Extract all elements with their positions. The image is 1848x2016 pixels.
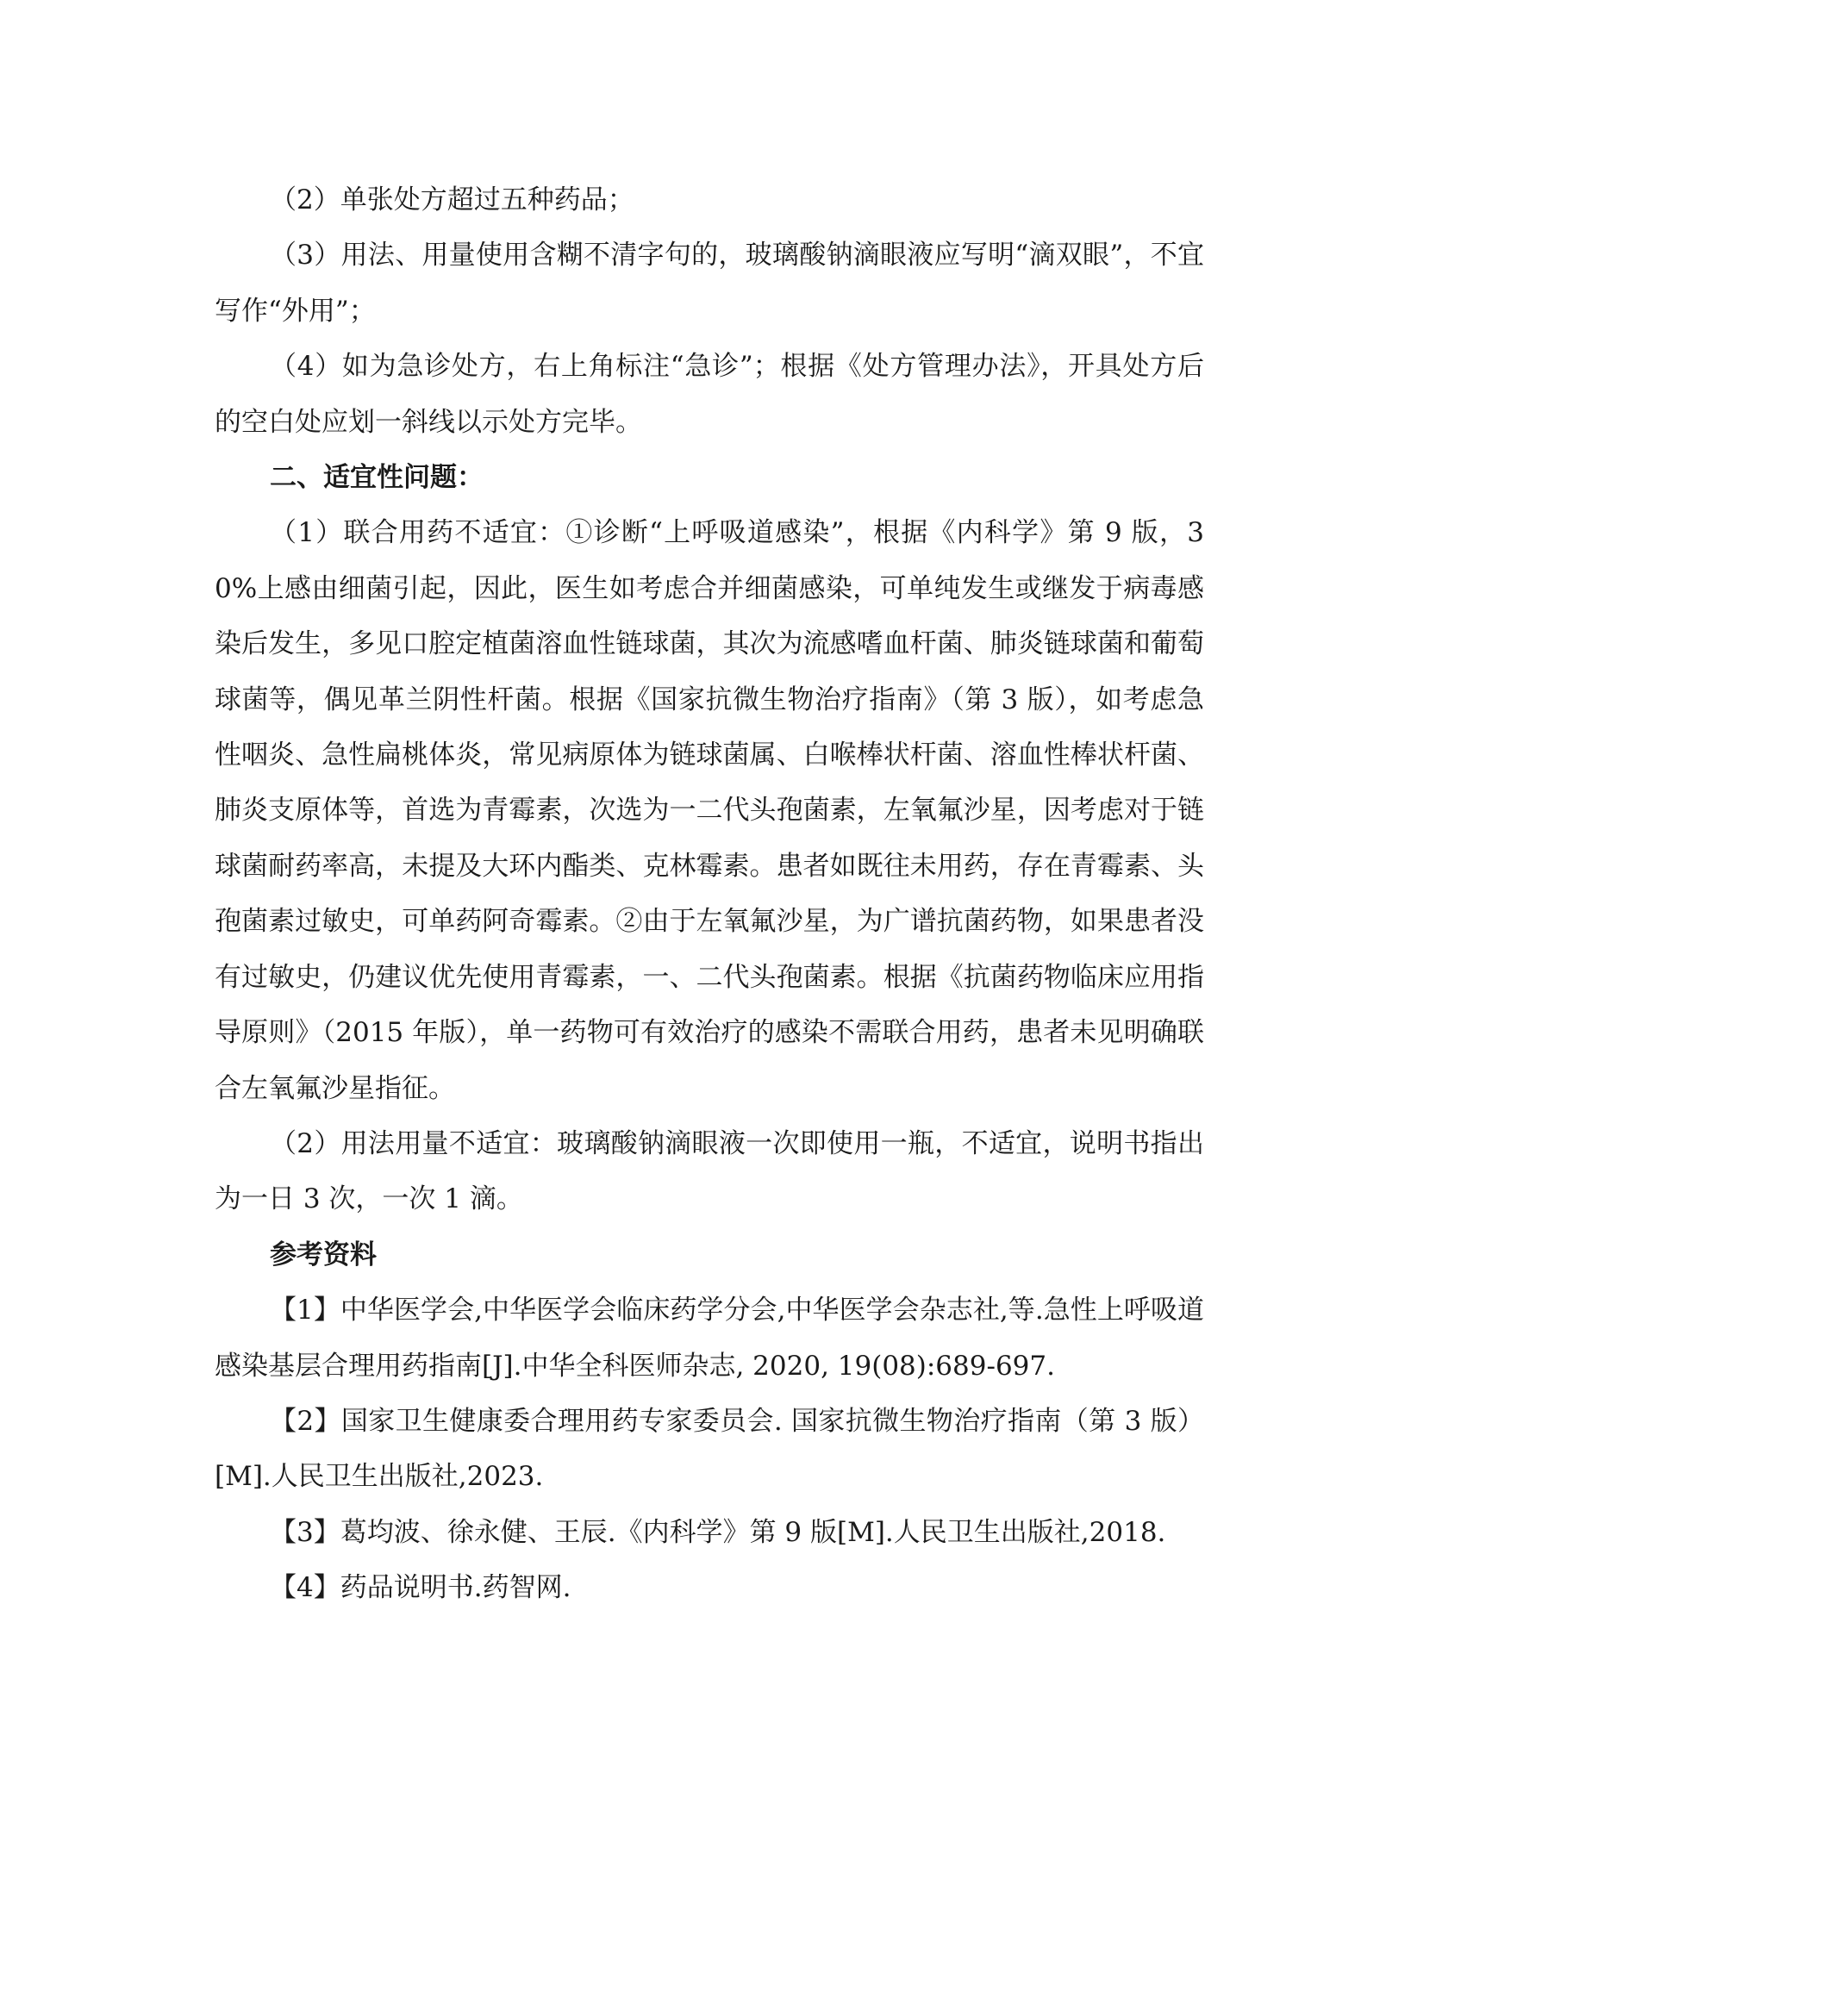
reference-4: 【4】药品说明书.药智网. [270,1572,571,1604]
reference-2: 【2】国家卫生健康委合理用药专家委员会. 国家抗微生物治疗指南（第 3 版）[M].人民卫生出版社,2023. [215,1405,1204,1493]
document-page [215,172,1204,1616]
item-2: （2）单张处方超过五种药品； [270,184,634,215]
reference-1: 【1】中华医学会,中华医学会临床药学分会,中华医学会杂志社,等.急性上呼吸道感染基层合理用药指南[J].中华全科医师杂志, 2020, 19(08):689-697. [215,1295,1204,1382]
item-3: （3）用法、用量使用含糊不清字句的，玻璃酸钠滴眼液应写明“滴双眼”，不宜写作“外用”； [215,240,1204,327]
reference-3: 【3】葛均波、徐永健、王辰.《内科学》第 9 版[M].人民卫生出版社,2018. [270,1516,1166,1548]
suitability-paragraph-1: （1）联合用药不适宜：①诊断“上呼吸道感染”，根据《内科学》第 9 版，30%上感由细菌引起，因此，医生如考虑合并细菌感染，可单纯发生或继发于病毒感染后发生，多见口腔定植菌溶血性链球菌，其次为流感嗜血杆菌、肺炎链球菌和葡萄球菌等，偶见革兰阴性杆菌。根据《国家抗微生物治疗指南》（第 3 版），如考虑急性咽炎、急性扁桃体炎，常见病原体为链球菌属、白喉棒状杆菌、溶血性棒状杆菌、肺炎支原体等，首选为青霉素，次选为一二代头孢菌素，左氧氟沙星，因考虑对于链球菌耐药率高，未提及大环内酯类、克林霉素。患者如既往未用药，存在青霉素、头孢菌素过敏史，可单药阿奇霉素。②由于左氧氟沙星，为广谱抗菌药物，如果患者没有过敏史，仍建议优先使用青霉素，一、二代头孢菌素。根据《抗菌药物临床应用指导原则》（2015 年版），单一药物可有效治疗的感染不需联合用药，患者未见明确联合左氧氟沙星指征。 [215,517,1204,1104]
suitability-paragraph-2: （2）用法用量不适宜：玻璃酸钠滴眼液一次即使用一瓶，不适宜，说明书指出为一日 3 次，一次 1 滴。 [215,1127,1204,1215]
references-heading: 参考资料 [270,1239,377,1270]
item-4: （4）如为急诊处方，右上角标注“急诊”；根据《处方管理办法》，开具处方后的空白处应划一斜线以示处方完毕。 [215,351,1204,438]
section-heading-suitability: 二、适宜性问题： [270,462,484,494]
